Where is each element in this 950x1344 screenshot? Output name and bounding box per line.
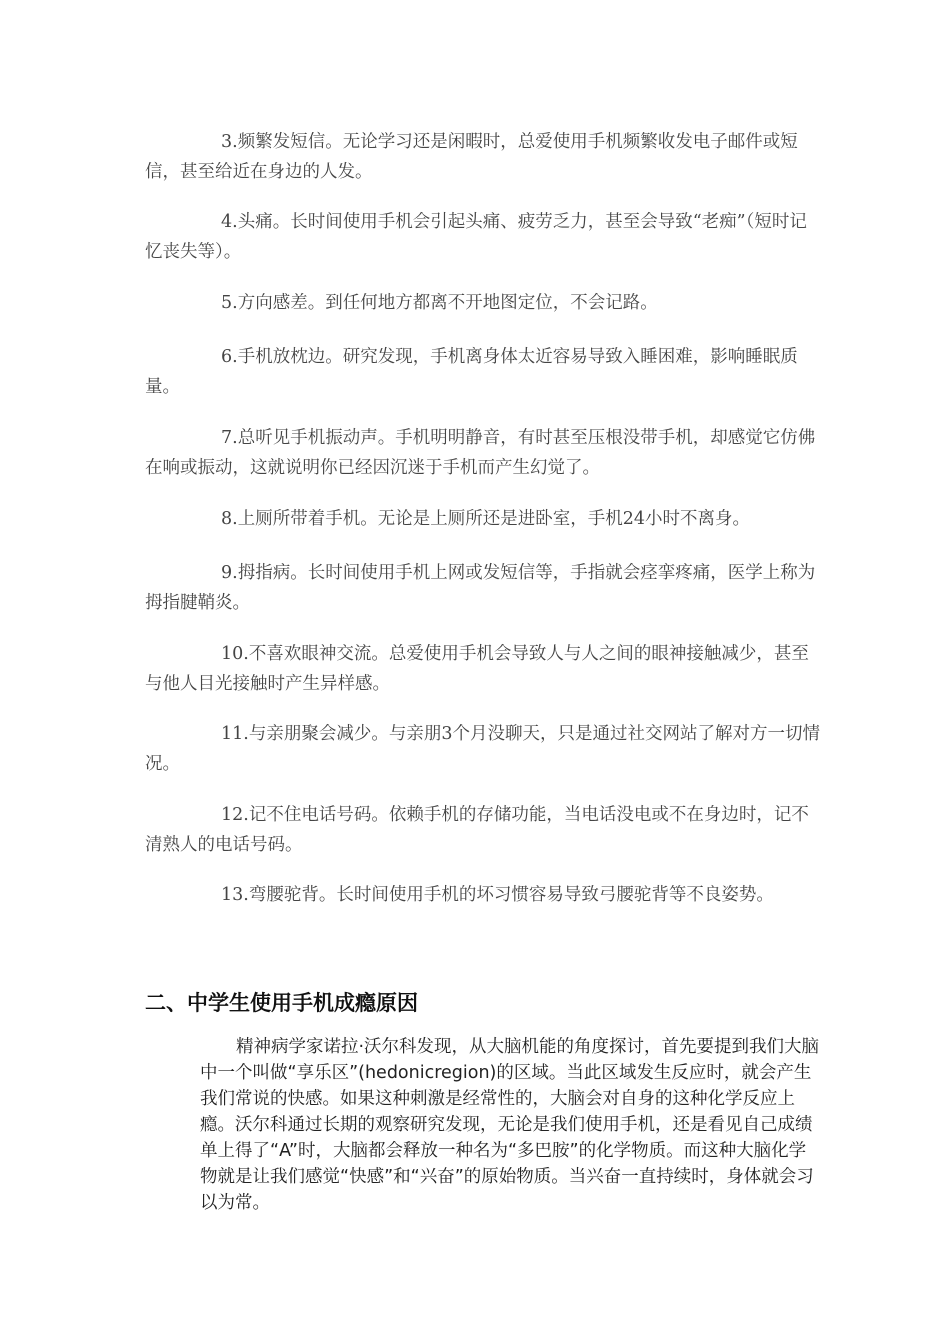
list-item-11: 11.与亲朋聚会减少。与亲朋3个月没聊天，只是通过社交网站了解对方一切情况。 <box>145 724 820 774</box>
list-item-5: 5.方向感差。到任何地方都离不开地图定位，不会记路。 <box>221 293 658 313</box>
list-item-8: 8.上厕所带着手机。无论是上厕所还是进卧室，手机24小时不离身。 <box>221 509 750 529</box>
section-heading: 二、中学生使用手机成瘾原因 <box>145 991 418 1015</box>
list-item-6: 6.手机放枕边。研究发现，手机离身体太近容易导致入睡困难，影响睡眠质量。 <box>145 347 798 397</box>
list-item-13: 13.弯腰驼背。长时间使用手机的坏习惯容易导致弓腰驼背等不良姿势。 <box>221 885 774 905</box>
list-item-10: 10.不喜欢眼神交流。总爱使用手机会导致人与人之间的眼神接触减少，甚至与他人目光接触时产生异样感。 <box>145 644 809 694</box>
list-item-7: 7.总听见手机振动声。手机明明静音，有时甚至压根没带手机，却感觉它仿佛在响或振动，这就说明你已经因沉迷于手机而产生幻觉了。 <box>145 428 816 478</box>
list-item-4: 4.头痛。长时间使用手机会引起头痛、疲劳乏力，甚至会导致“老痴”（短时记忆丧失等）。 <box>145 212 807 262</box>
list-item-9: 9.拇指病。长时间使用手机上网或发短信等，手指就会痉挛疼痛，医学上称为拇指腱鞘炎。 <box>145 563 816 613</box>
list-item-12: 12.记不住电话号码。依赖手机的存储功能，当电话没电或不在身边时，记不清熟人的电话号码。 <box>145 805 809 855</box>
section-body: 精神病学家诺拉·沃尔科发现，从大脑机能的角度探讨，首先要提到我们大脑中一个叫做“享乐区”(hedonicregion)的区域。当此区域发生反应时，就会产生我们常说的快感。如果这种刺激是经常性的，大脑会对自身的这种化学反应上瘾。沃尔科通过长期的观察研究发现，无论是我们使用手机，还是看见自己成绩单上得了“A”时，大脑都会释放一种名为“多巴胺”的化学物质。而这种大脑化学物就是让我们感觉“快感”和“兴奋”的原始物质。当兴奋一直持续时，身体就会习以为常。 <box>200 1037 820 1213</box>
list-item-3: 3.频繁发短信。无论学习还是闲暇时，总爱使用手机频繁收发电子邮件或短信，甚至给近在身边的人发。 <box>145 132 798 182</box>
